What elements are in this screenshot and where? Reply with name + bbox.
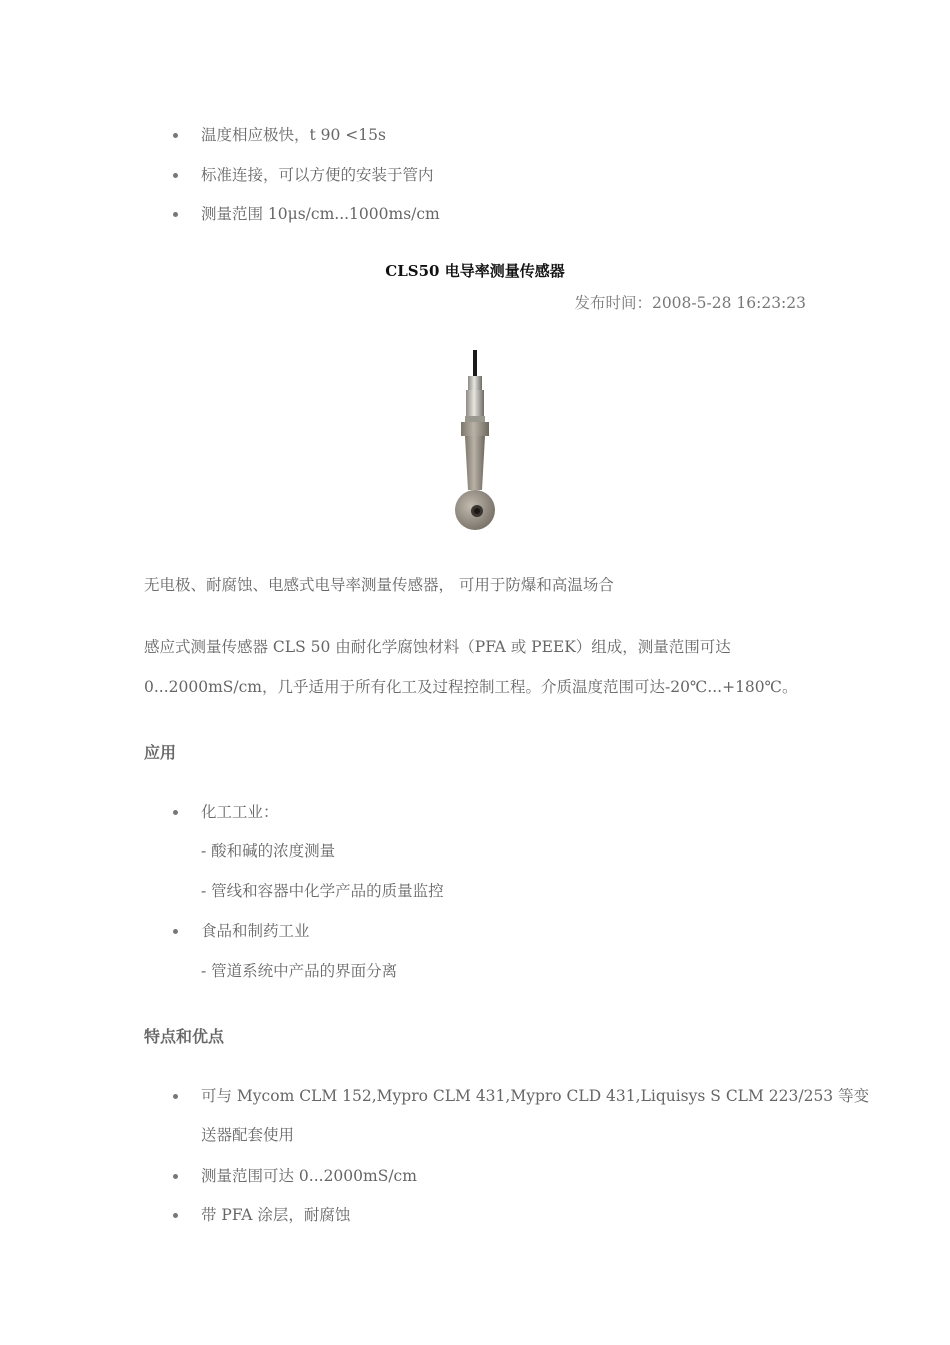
bullet-dot (173, 1094, 178, 1099)
list-item: 带 PFA 涂层，耐腐蚀 (201, 1206, 351, 1224)
list-item: 测量范围 10μs/cm...1000ms/cm (201, 205, 440, 223)
bullet-dot (173, 929, 178, 934)
list-sub-item: - 管线和容器中化学产品的质量监控 (201, 882, 444, 900)
intro-paragraph: 无电极、耐腐蚀、电感式电导率测量传感器， 可用于防爆和高温场合 (144, 576, 614, 594)
list-item: 测量范围可达 0...2000mS/cm (201, 1167, 417, 1185)
applications-heading: 应用 (144, 743, 177, 762)
list-item: 食品和制药工业 (201, 922, 310, 940)
sensor-image (448, 350, 504, 532)
list-item: 可与 Mycom CLM 152,Mypro CLM 431,Mypro CLD 431,Liquisys S CLM 223/253 等变 (201, 1087, 870, 1105)
bullet-dot (173, 810, 178, 815)
list-item: 温度相应极快，t 90 <15s (201, 126, 386, 144)
list-item: 化工工业： (201, 803, 279, 821)
list-item: 标准连接，可以方便的安装于管内 (201, 166, 434, 184)
list-item-continuation: 送器配套使用 (201, 1126, 295, 1144)
bullet-dot (173, 212, 178, 217)
bullet-dot (173, 1174, 178, 1179)
bullet-dot (173, 133, 178, 138)
list-sub-item: - 酸和碱的浓度测量 (201, 842, 336, 860)
publish-time: 发布时间：2008-5-28 16:23:23 (574, 294, 806, 312)
features-heading: 特点和优点 (144, 1027, 225, 1046)
article-title: CLS50 电导率测量传感器 (385, 262, 565, 280)
list-sub-item: - 管道系统中产品的界面分离 (201, 962, 398, 980)
bullet-dot (173, 1213, 178, 1218)
description-line-1: 感应式测量传感器 CLS 50 由耐化学腐蚀材料（PFA 或 PEEK）组成，测量范围可达 (144, 638, 731, 656)
bullet-dot (173, 173, 178, 178)
description-line-2: 0...2000mS/cm，几乎适用于所有化工及过程控制工程。介质温度范围可达-20℃...+180℃。 (144, 678, 798, 696)
